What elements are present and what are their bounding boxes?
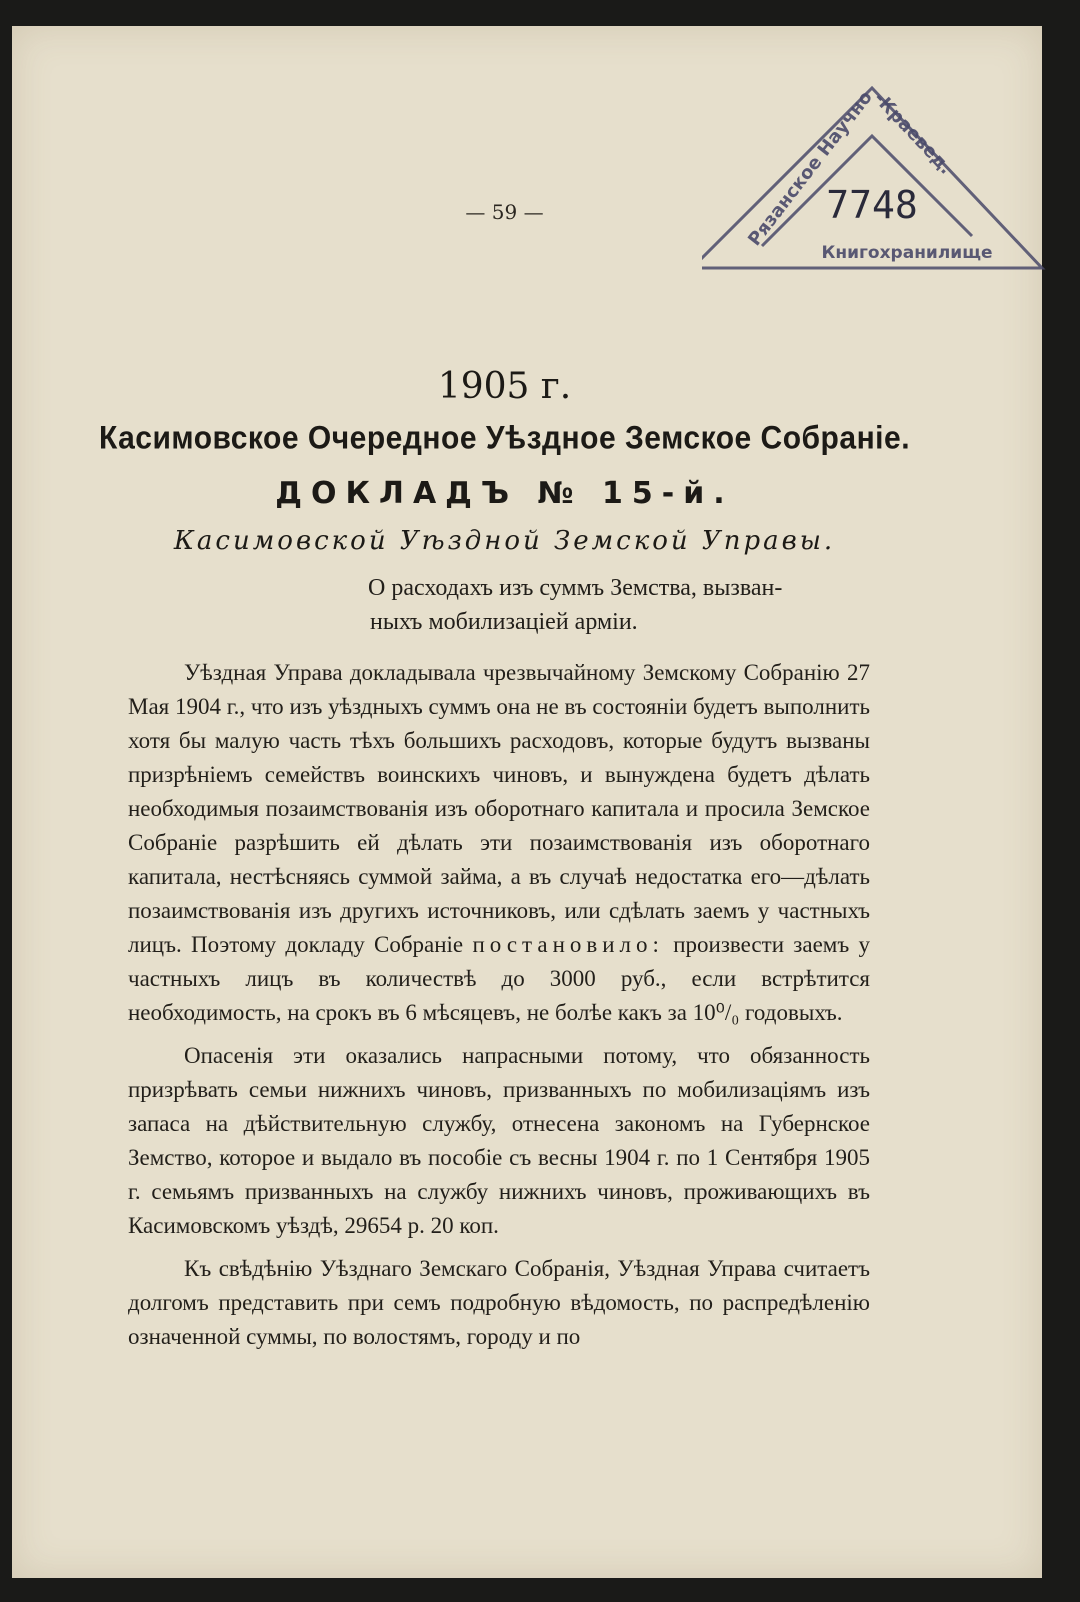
report-body [128,656,870,1363]
heading-report: ДОКЛАДЪ № 15-й. [275,476,734,511]
paragraph-1-start: Уѣздная Управа докладывала чрезвычайному Земскому Собранію 27 Мая 1904 г., что изъ уѣздныхъ суммъ она не въ состояніи будетъ выполнить хотя бы малую часть тѣхъ большихъ расходовъ, которые будутъ вызваны призрѣніемъ семействъ воинскихъ чиновъ, и вынуждена будетъ дѣлать необходимыя позаимствованія изъ оборотнаго капитала и просила Земское Собраніе разрѣшить ей дѣлать эти позаимствованія изъ оборотнаго капитала, нестѣсняясь суммой займа, а въ случаѣ недостатка его—дѣлать позаимствованія изъ другихъ источниковъ, или сдѣлать заемъ у частныхъ лицъ. Поэтому докладу Собраніе [128,660,870,957]
subject-line-2: ныхъ мобилизаціей арміи. [370,609,638,635]
stamp-bottom-text: Книгохранилище [821,243,993,263]
stamp-number: 7748 [826,183,918,227]
paragraph-1-end: произвести заемъ у частныхъ лицъ въ количествѣ до 3000 руб., если встрѣтится необходимость, на срокъ въ 6 мѣсяцевъ, не болѣе какъ за 10⁰/₀ годовыхъ. [128,932,871,1025]
library-stamp [702,86,1052,286]
stamp-arc-text: Рязанское Научно-Краевед. [744,87,957,250]
document-page [12,26,1042,1578]
heading-council: Касимовской Уѣздной Земской Управы. [173,526,836,556]
paragraph-1-spaced-word: постановило: [472,932,664,957]
paragraph-3: Къ свѣдѣнію Уѣзднаго Земскаго Собранія, Уѣздная Управа считаетъ долгомъ представить при семъ подробную вѣдомость, по распредѣленію означенной суммы, по волостямъ, городу и по [128,1256,870,1349]
page-number: — 59 — [465,200,544,224]
heading-year: 1905 г. [437,366,572,407]
report-subject [368,571,870,639]
paragraph-1 [128,656,870,1030]
subject-line-1: О расходахъ изъ суммъ Земства, вызван- [368,575,783,601]
heading-assembly: Касимовское Очередное Уѣздное Земское Собраніе. [98,420,911,457]
paragraph-2: Опасенія эти оказались напрасными потому, что обязанность призрѣвать семьи нижнихъ чиновъ, призванныхъ по мобилизаціямъ изъ запаса на дѣйствительную службу, отнесена закономъ на Губернское Земство, которое и выдало въ пособіе съ весны 1904 г. по 1 Сентября 1905 г. семьямъ призванныхъ на службу нижнихъ чиновъ, проживающихъ въ Касимовскомъ уѣздѣ, 29654 р. 20 коп. [128,1043,870,1238]
